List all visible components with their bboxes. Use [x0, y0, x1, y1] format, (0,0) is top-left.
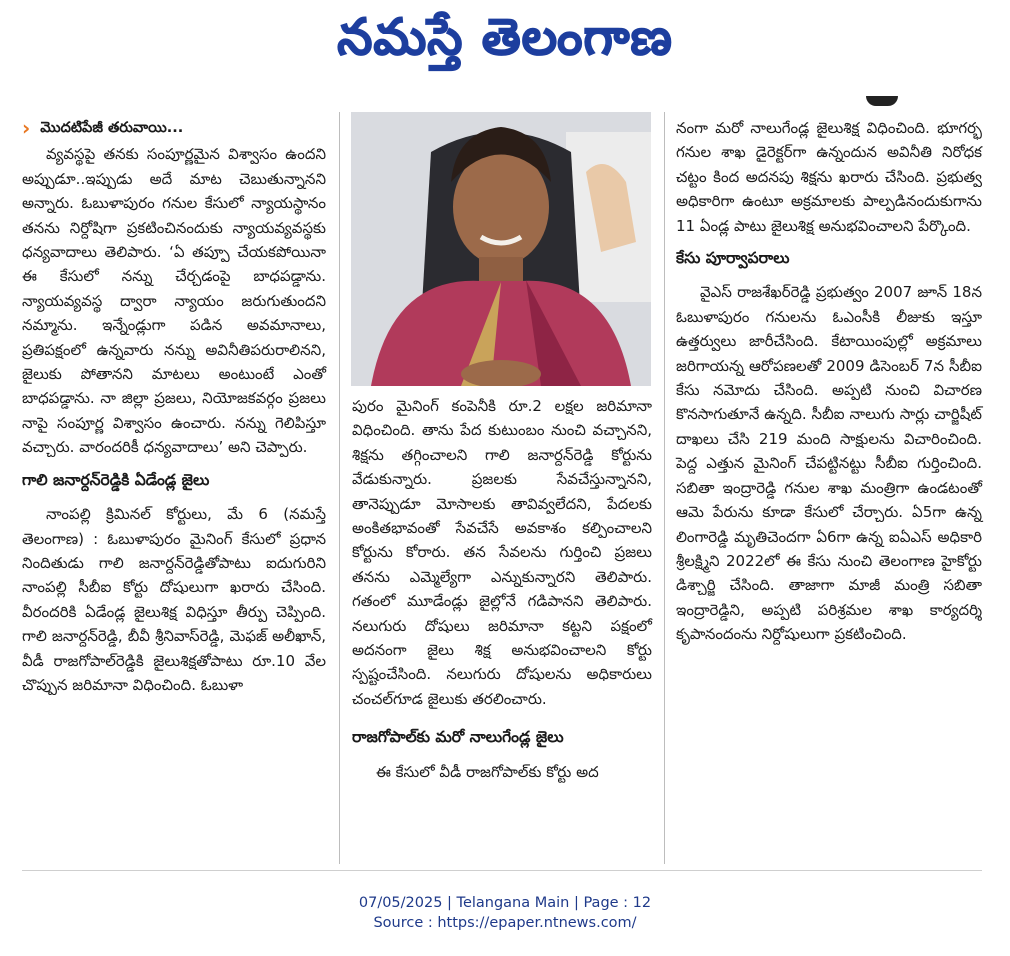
article-paragraph: ఈ కేసులో వీడీ రాజగోపాల్‌కు కోర్టు అద: [376, 762, 599, 781]
newspaper-title: నమస్తే తెలంగాణ: [337, 8, 673, 66]
section-subheading: గాలి జనార్దన్‌రెడ్డికి ఏడేండ్ల జైలు: [22, 470, 210, 489]
section-subheading: రాజగోపాల్‌కు మరో నాలుగేండ్ల జైలు: [352, 728, 564, 747]
article-column-2: [352, 394, 652, 784]
page-bottom-divider: [22, 870, 982, 871]
article-column-1: [22, 116, 326, 697]
photo-caption-mark: [866, 96, 898, 106]
article-paragraph: వైఎస్‌ రాజశేఖర్‌రెడ్డి ప్రభుత్వం 2007 జూన్‌ 18న ఓబుళాపురం గనులను ఓఎంసీకి లీజుకు ఇస్తూ ఉత్తర్వులు జారీచేసింది. కేటాయింపుల్లో అక్రమాలు జరిగాయన్న ఆరోపణలతో 2009 డిసెంబర్‌ 7న సీబీఐ కేసు నమోదు చేసింది. అప్పటి నుంచి విచారణ కొనసాగుతూనే ఉన్నది. సీబీఐ నాలుగు సార్లు చార్జిషీట్‌ దాఖలు చేసి 219 మంది సాక్షులను విచారించింది. పెద్ద ఎత్తున మైనింగ్‌ చేపట్టినట్టు సీబీఐ గుర్తించింది. సబితా ఇంద్రారెడ్డి గనుల శాఖ మంత్రిగా ఉండటంతో ఆమె పేరును కూడా కేసులో చేర్చారు. ఏ5గా ఉన్న లింగారెడ్డి మృతిచెందగా ఏ6గా ఉన్న ఐఏఎస్‌ అధికారి శ్రీలక్ష్మిని 2022లో ఈ కేసు నుంచి తెలంగాణ హైకోర్టు డిశ్చార్జి చేసింది. తాజాగా మాజీ మంత్రి సబితా ఇంద్రారెడ్డిని, అప్పటి పరిశ్రమల శాఖ కార్యదర్శి కృపానందంను నిర్దోషులుగా ప్రకటించింది.: [676, 283, 982, 644]
continuation-kicker: [22, 116, 326, 140]
chevron-right-icon: ›: [22, 116, 31, 141]
article-column-3: [676, 116, 982, 647]
kicker-text: మొదటిపేజీ తరువాయి...: [40, 120, 184, 136]
article-paragraph: నంగా మరో నాలుగేండ్ల జైలుశిక్ష విధించింది. భూగర్భ గనుల శాఖ డైరెక్టర్‌గా ఉన్నందున అవినీతి నిరోధక చట్టం కింద అదనపు శిక్షను ఖరారు చేసింది. ప్రభుత్వ అధికారిగా ఉంటూ అక్రమాలకు పాల్పడినందుకుగాను 11 ఏండ్ల పాటు జైలుశిక్ష అనుభవించాలని పేర్కొంది.: [676, 119, 982, 235]
column-divider: [339, 112, 340, 864]
source-link[interactable]: Source : https://epaper.ntnews.com/: [373, 915, 637, 931]
page-footer: [0, 893, 1010, 933]
portrait-photo: [351, 112, 651, 386]
section-subheading: కేసు పూర్వాపరాలు: [676, 249, 790, 268]
article-paragraph: వ్యవస్థపై తనకు సంపూర్ణమైన విశ్వాసం ఉందని అప్పుడూ..ఇప్పుడు అదే మాట చెబుతున్నానని అన్నారు. ఓబుళాపురం గనుల కేసులో న్యాయస్థానం తనను నిర్దోషిగా ప్రకటించినందుకు న్యాయవ్యవస్థకు ధన్యవాదాలు తెలిపారు. ‘ఏ తప్పూ చేయకపోయినా ఈ కేసులో నన్ను చేర్చడంపై బాధపడ్డాను. న్యాయవ్యవస్థ ద్వారా న్యాయం జరుగుతుందని నమ్మాను. ఇన్నేండ్లుగా పడిన అవమానాలు, ప్రతిపక్షంలో ఉన్నవారు నన్ను అవినీతిపరురాలినని, జైలుకు పోతానని మాటలు అంటుంటే ఎంతో బాధపడ్డాను. నా జిల్లా ప్రజలు, నియోజకవర్గం ప్రజలు నాపై సంపూర్ణ విశ్వాసం ఉంచారు. నన్ను గెలిపిస్తూ వచ్చారు. వారందరికీ ధన్యవాదాలు’ అని చెప్పారు.: [22, 145, 326, 457]
column-divider: [664, 112, 665, 864]
article-paragraph: పురం మైనింగ్‌ కంపెనీకి రూ.2 లక్షల జరిమానా విధించింది. తాను పేద కుటుంబం నుంచి వచ్చానని, శిక్షను తగ్గించాలని గాలి జనార్దన్‌రెడ్డి కోర్టును వేడుకున్నారు. ప్రజలకు సేవచేస్తున్నానని, తానెప్పుడూ మోసాలకు తావివ్వలేదని, పేదలకు అంకితభావంతో సేవచేసే అవకాశం కల్పించాలని కోర్టును కోరారు. తన సేవలను గుర్తించి ప్రజలు తనను ఎమ్మెల్యేగా ఎన్నుకున్నారని తెలిపారు. గతంలో మూడేండ్లు జైల్లోనే గడిపానని తెలిపారు. నలుగురు దోషులు జరిమానా కట్టని పక్షంలో అదనంగా జైలు శిక్ష అనుభవించాలని కోర్టు స్పష్టంచేసింది. నలుగురు దోషులను అధికారులు చంచల్‌గూడ జైలుకు తరలించారు.: [352, 397, 652, 708]
masthead: [0, 0, 1010, 80]
edition-info: 07/05/2025 | Telangana Main | Page : 12: [358, 895, 652, 911]
article-paragraph: నాంపల్లి క్రిమినల్‌ కోర్టులు, మే 6 (నమస్తే తెలంగాణ) : ఓబుళాపురం మైనింగ్‌ కేసులో ప్రధాన నిందితుడు గాలి జనార్దన్‌రెడ్డితోపాటు ఐదుగురిని నాంపల్లి సీబీఐ కోర్టు దోషులుగా ఖరారు చేసింది. వీరందరికి ఏడేండ్ల జైలుశిక్ష విధిస్తూ తీర్పు చెప్పింది. గాలి జనార్దన్‌రెడ్డి, బీవీ శ్రీనివాస్‌రెడ్డి, మెఫజ్‌ అలీఖాన్‌, వీడీ రాజగోపాల్‌రెడ్డికి జైలుశిక్షతోపాటు రూ.10 వేల చొప్పున జరిమానా విధించింది. ఓబుళా: [22, 505, 326, 694]
portrait-illustration: [351, 112, 651, 386]
